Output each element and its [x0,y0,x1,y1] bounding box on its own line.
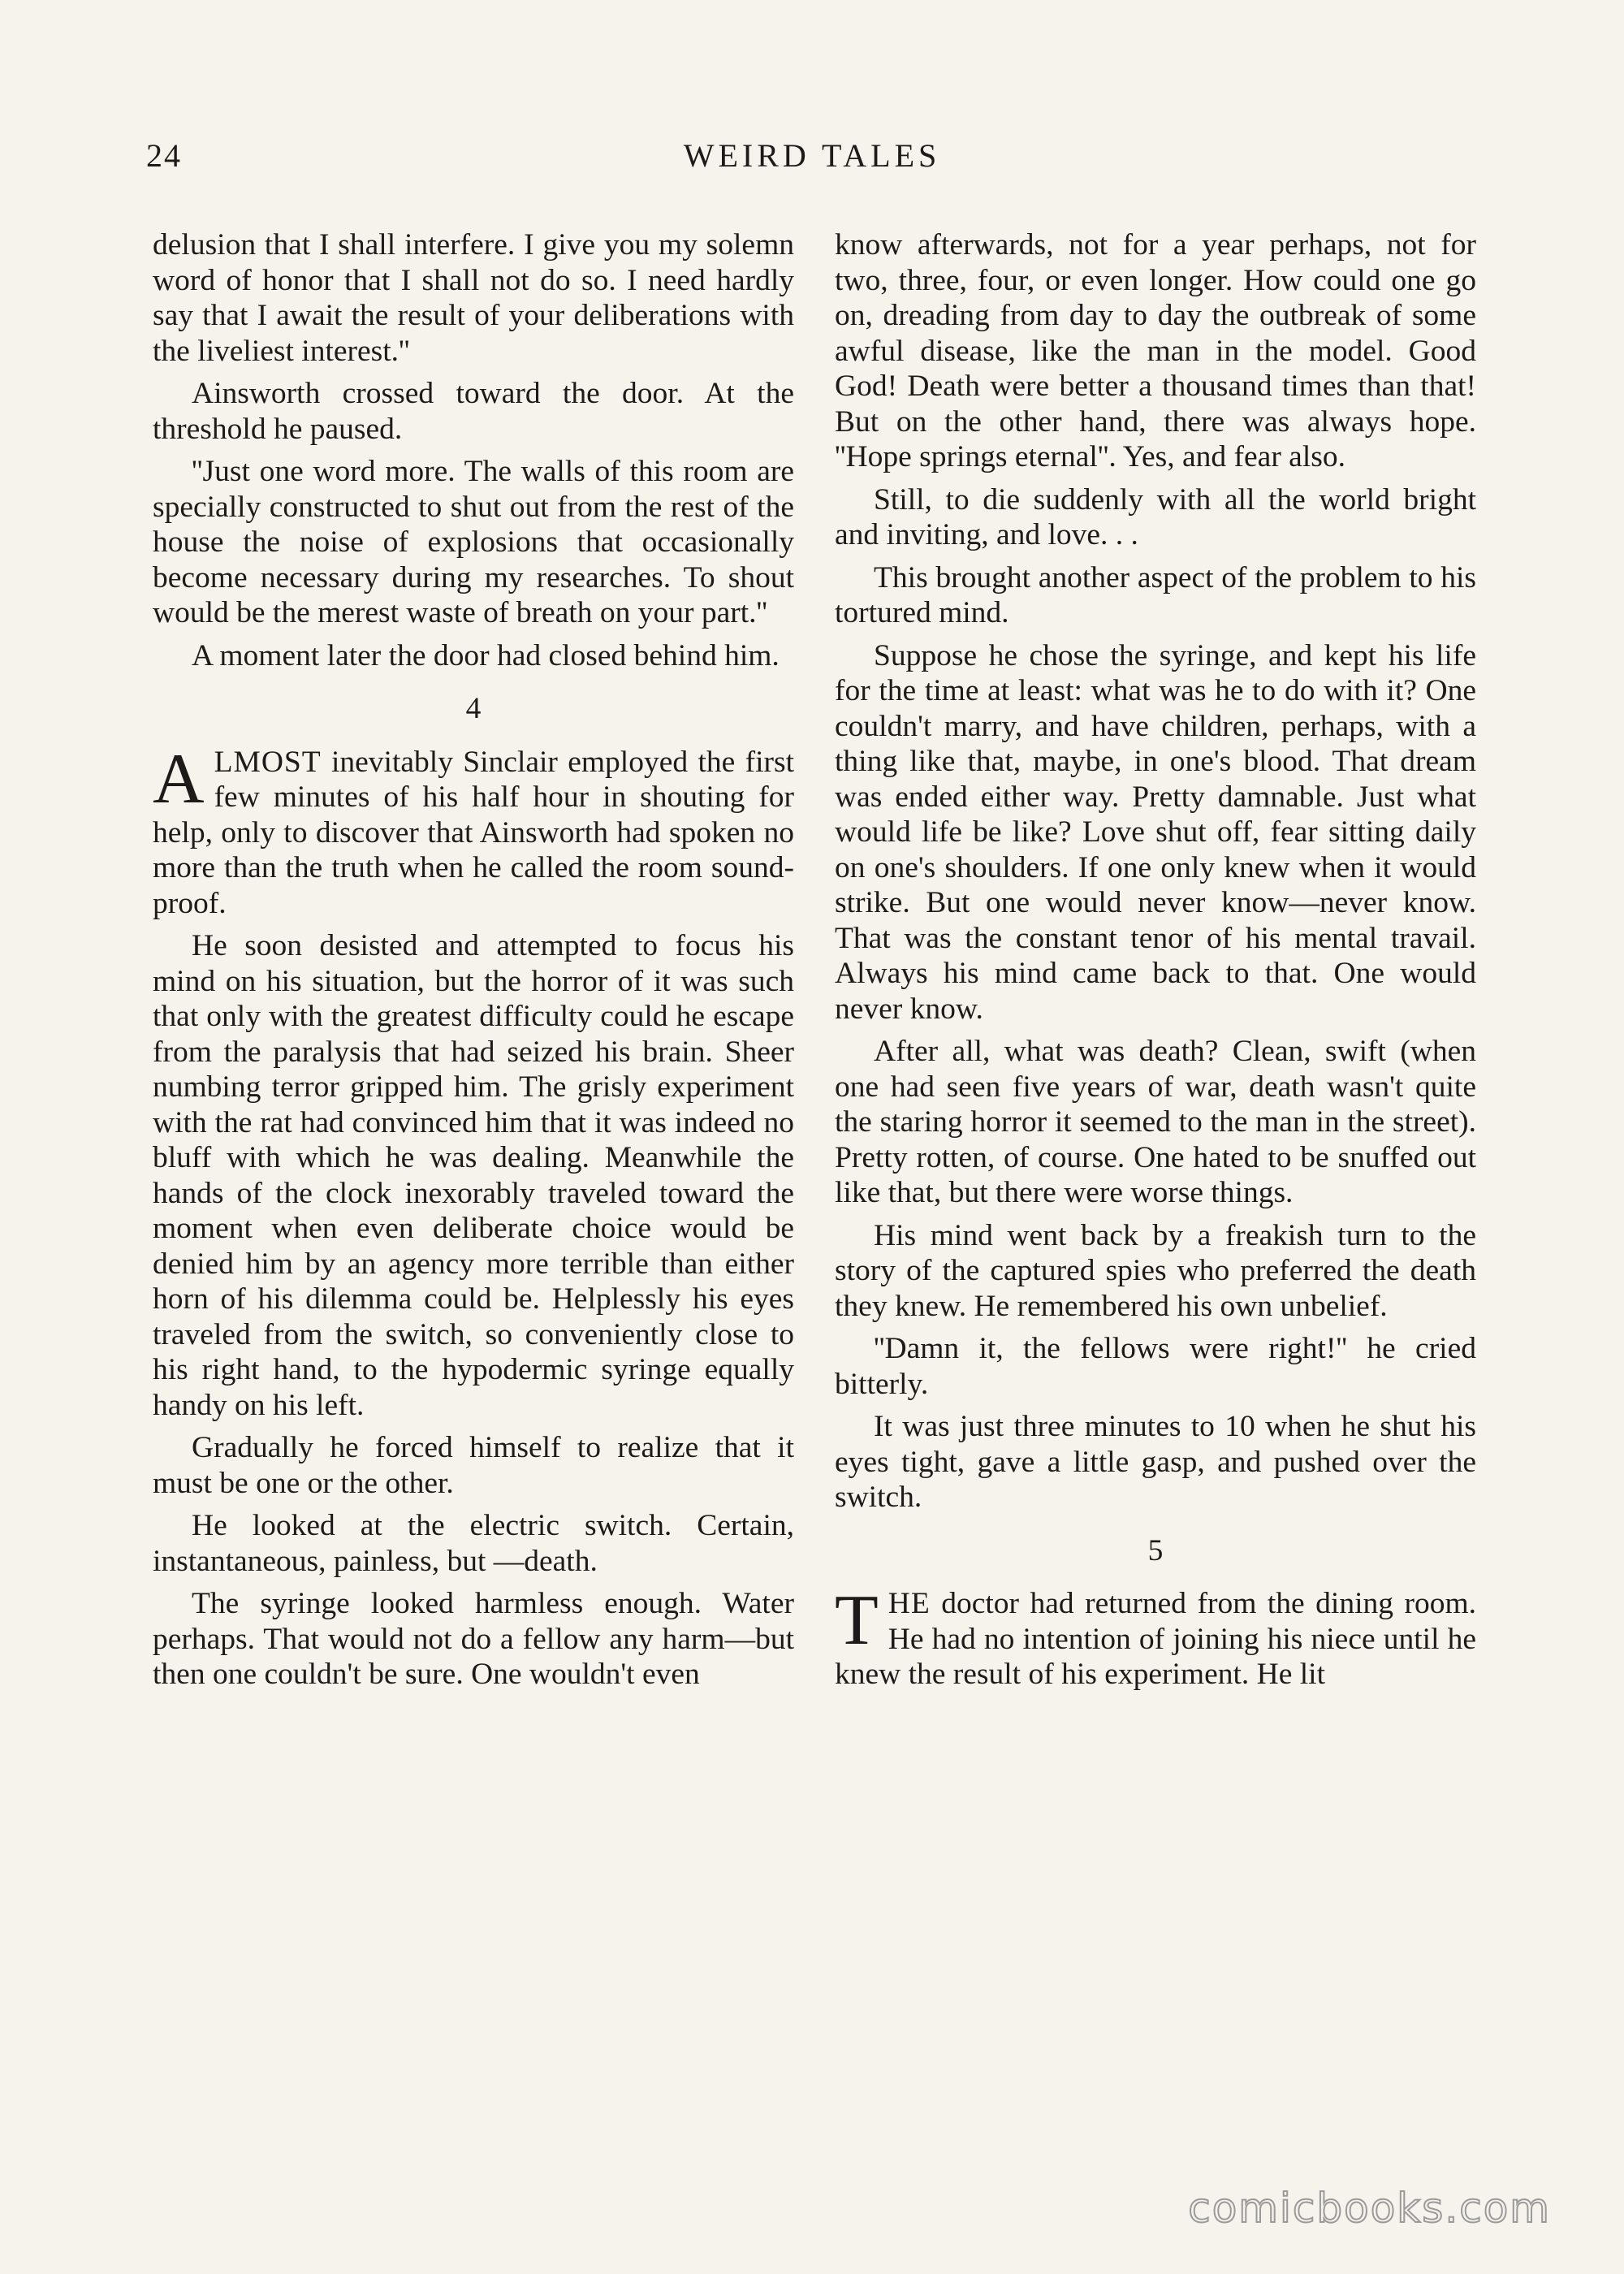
paragraph [835,1581,1476,1693]
paragraph: delusion that I shall interfere. I give you my solemn word of honor that I shall not do so. I need hardly say that I await the result of your deliberations with the liveliest interest.'' [153,228,794,368]
small-caps-lead: HE [888,1587,931,1620]
paragraph: A moment later the door had closed behind him. [192,638,780,672]
right-column [835,227,1476,1700]
paragraph: He soon desisted and attempted to focus his mind on his situation, but the horror of it was such that only with the greatest difficulty could he escape from the paralysis that had seized his brain. Sheer numbing terror gripped him. The grisly experiment with the rat had convinced him that it was indeed no bluff with which he was dealing. Meanwhile the hands of the clock inexorably traveled toward the moment when even deliberate choice would be denied him by an agency more terrible than either horn of his dilemma could be. Helplessly his eyes traveled from the switch, so conveniently close to his right hand, to the hypodermic syringe equally handy on his left. [153,929,794,1422]
page-header [146,136,1478,185]
paragraph [153,739,794,922]
paragraph: This brought another aspect of the problem to his tortured mind. [835,560,1476,629]
paragraph: He looked at the electric switch. Certain, instantaneous, painless, but —death. [153,1509,794,1578]
paragraph: His mind went back by a freakish turn to the story of the captured spies who preferred the death they knew. He remembered his own unbelief. [835,1218,1476,1323]
paragraph: It was just three minutes to 10 when he shut his eyes tight, gave a little gasp, and pushed over the switch. [835,1410,1476,1514]
page-number: 24 [146,137,182,174]
paragraph: know afterwards, not for a year perhaps, not for two, three, four, or even longer. How could one go on, dreading from day to day the outbreak of some awful disease, like the man in the model. Good God! Death were better a thousand times than that! But on the other hand, there was always hope. ''Hope springs eternal''. Yes, and fear also. [835,228,1476,473]
paragraph: The syringe looked harmless enough. Water perhaps. That would not do a fellow any harm—but then one couldn't be sure. One wouldn't even [153,1587,794,1691]
drop-cap: T [835,1581,879,1660]
left-column [153,227,794,1700]
paragraph: After all, what was death? Clean, swift (when one had seen five years of war, death wasn't quite the staring horror it seemed to the man in the street). Pretty rotten, of course. One hated to be snuffed out like that, but there were worse things. [835,1035,1476,1209]
drop-cap: A [153,739,205,819]
paragraph: ''Damn it, the fellows were right!'' he cried bitterly. [835,1332,1476,1401]
paragraph: Suppose he chose the syringe, and kept his life for the time at least: what was he to do with it? One couldn't marry, and have children, perhaps, with a thing like that, maybe, in one's blood. That dream was ended either way. Pretty damnable. Just what would life be like? Love shut off, fear sitting daily on one's shoulders. If one only knew when it would strike. But one would never know—never know. That was the constant tenor of his mental travail. Always his mind came back to that. One would never know. [835,638,1476,1026]
section-number: 4 [465,692,482,725]
paragraph: Still, to die suddenly with all the world bright and inviting, and love. . . [835,482,1476,551]
section-number: 5 [1147,1533,1164,1567]
running-title: WEIRD TALES [683,137,941,174]
paragraph: Ainsworth crossed toward the door. At the threshold he paused. [153,377,794,446]
paragraph: Gradually he forced himself to realize that it must be one or the other. [153,1431,794,1500]
paragraph: ''Just one word more. The walls of this room are specially constructed to shut out from the rest of the house the noise of explosions that occasionally become necessary during my researches. To shout would be the merest waste of breath on your part.'' [153,455,794,629]
paragraph-text: inevitably Sinclair employed the first few minutes of his half hour in shouting for help, only to discover that Ainsworth had spoken no more than the truth when he called the room sound-proof. [153,745,794,920]
small-caps-lead: LMOST [214,745,322,779]
paragraph-text: doctor had returned from the dining room. He had no intention of joining his niece until he knew the result of his experiment. He lit [835,1587,1476,1691]
watermark: comicbooks.com [1188,2185,1551,2232]
